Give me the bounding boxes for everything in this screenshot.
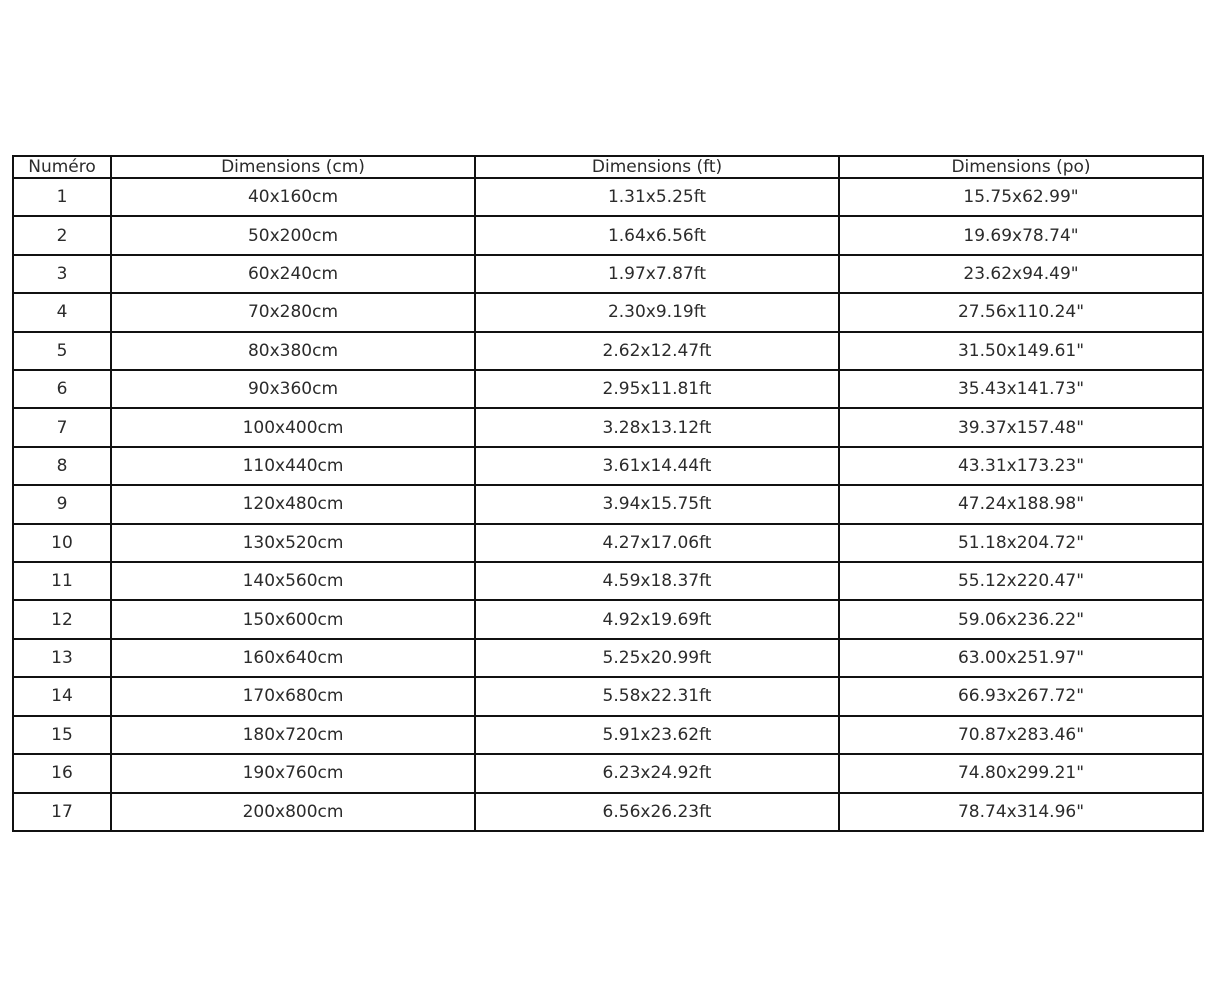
cell-ft: 2.30x9.19ft bbox=[475, 293, 839, 331]
cell-cm: 120x480cm bbox=[111, 485, 475, 523]
table-row bbox=[13, 639, 1203, 677]
cell-po: 15.75x62.99" bbox=[839, 178, 1203, 216]
cell-cm: 70x280cm bbox=[111, 293, 475, 331]
table-row bbox=[13, 447, 1203, 485]
cell-po: 39.37x157.48" bbox=[839, 408, 1203, 446]
cell-po: 27.56x110.24" bbox=[839, 293, 1203, 331]
cell-cm: 190x760cm bbox=[111, 754, 475, 792]
cell-numero: 17 bbox=[13, 793, 111, 832]
cell-ft: 3.94x15.75ft bbox=[475, 485, 839, 523]
cell-numero: 12 bbox=[13, 600, 111, 638]
cell-ft: 6.23x24.92ft bbox=[475, 754, 839, 792]
table-row bbox=[13, 562, 1203, 600]
table-row bbox=[13, 600, 1203, 638]
cell-numero: 3 bbox=[13, 255, 111, 293]
cell-po: 74.80x299.21" bbox=[839, 754, 1203, 792]
cell-cm: 170x680cm bbox=[111, 677, 475, 715]
cell-po: 66.93x267.72" bbox=[839, 677, 1203, 715]
table-row bbox=[13, 677, 1203, 715]
cell-numero: 6 bbox=[13, 370, 111, 408]
cell-cm: 150x600cm bbox=[111, 600, 475, 638]
cell-po: 43.31x173.23" bbox=[839, 447, 1203, 485]
cell-po: 47.24x188.98" bbox=[839, 485, 1203, 523]
cell-ft: 6.56x26.23ft bbox=[475, 793, 839, 832]
cell-ft: 3.61x14.44ft bbox=[475, 447, 839, 485]
table-row bbox=[13, 793, 1203, 832]
cell-cm: 160x640cm bbox=[111, 639, 475, 677]
cell-ft: 1.64x6.56ft bbox=[475, 216, 839, 254]
cell-numero: 1 bbox=[13, 178, 111, 216]
cell-po: 23.62x94.49" bbox=[839, 255, 1203, 293]
cell-ft: 2.62x12.47ft bbox=[475, 332, 839, 370]
table-row bbox=[13, 255, 1203, 293]
table-row bbox=[13, 408, 1203, 446]
dimensions-conversion-table bbox=[12, 155, 1204, 832]
header-numero: Numéro bbox=[13, 156, 111, 178]
cell-numero: 10 bbox=[13, 524, 111, 562]
table-row bbox=[13, 178, 1203, 216]
cell-po: 35.43x141.73" bbox=[839, 370, 1203, 408]
cell-ft: 1.31x5.25ft bbox=[475, 178, 839, 216]
cell-cm: 50x200cm bbox=[111, 216, 475, 254]
cell-po: 78.74x314.96" bbox=[839, 793, 1203, 832]
table-row bbox=[13, 716, 1203, 754]
cell-numero: 5 bbox=[13, 332, 111, 370]
cell-cm: 180x720cm bbox=[111, 716, 475, 754]
cell-numero: 7 bbox=[13, 408, 111, 446]
cell-ft: 4.59x18.37ft bbox=[475, 562, 839, 600]
cell-cm: 200x800cm bbox=[111, 793, 475, 832]
header-dimensions-ft: Dimensions (ft) bbox=[475, 156, 839, 178]
dimensions-table-container bbox=[12, 155, 1204, 832]
cell-ft: 1.97x7.87ft bbox=[475, 255, 839, 293]
cell-numero: 8 bbox=[13, 447, 111, 485]
cell-po: 70.87x283.46" bbox=[839, 716, 1203, 754]
cell-cm: 110x440cm bbox=[111, 447, 475, 485]
cell-numero: 16 bbox=[13, 754, 111, 792]
cell-numero: 14 bbox=[13, 677, 111, 715]
cell-ft: 3.28x13.12ft bbox=[475, 408, 839, 446]
header-dimensions-cm: Dimensions (cm) bbox=[111, 156, 475, 178]
table-row bbox=[13, 370, 1203, 408]
cell-po: 63.00x251.97" bbox=[839, 639, 1203, 677]
table-row bbox=[13, 293, 1203, 331]
cell-ft: 5.25x20.99ft bbox=[475, 639, 839, 677]
cell-po: 19.69x78.74" bbox=[839, 216, 1203, 254]
cell-ft: 5.91x23.62ft bbox=[475, 716, 839, 754]
cell-ft: 4.27x17.06ft bbox=[475, 524, 839, 562]
cell-cm: 140x560cm bbox=[111, 562, 475, 600]
cell-cm: 100x400cm bbox=[111, 408, 475, 446]
cell-ft: 2.95x11.81ft bbox=[475, 370, 839, 408]
cell-numero: 13 bbox=[13, 639, 111, 677]
table-header-row bbox=[13, 156, 1203, 178]
cell-cm: 40x160cm bbox=[111, 178, 475, 216]
header-dimensions-po: Dimensions (po) bbox=[839, 156, 1203, 178]
cell-po: 59.06x236.22" bbox=[839, 600, 1203, 638]
table-row bbox=[13, 485, 1203, 523]
cell-po: 51.18x204.72" bbox=[839, 524, 1203, 562]
cell-cm: 60x240cm bbox=[111, 255, 475, 293]
cell-numero: 11 bbox=[13, 562, 111, 600]
cell-numero: 2 bbox=[13, 216, 111, 254]
table-row bbox=[13, 216, 1203, 254]
cell-ft: 4.92x19.69ft bbox=[475, 600, 839, 638]
cell-cm: 90x360cm bbox=[111, 370, 475, 408]
cell-ft: 5.58x22.31ft bbox=[475, 677, 839, 715]
table-row bbox=[13, 754, 1203, 792]
table-row bbox=[13, 332, 1203, 370]
table-row bbox=[13, 524, 1203, 562]
cell-numero: 4 bbox=[13, 293, 111, 331]
cell-cm: 80x380cm bbox=[111, 332, 475, 370]
cell-po: 31.50x149.61" bbox=[839, 332, 1203, 370]
cell-numero: 15 bbox=[13, 716, 111, 754]
cell-po: 55.12x220.47" bbox=[839, 562, 1203, 600]
cell-numero: 9 bbox=[13, 485, 111, 523]
cell-cm: 130x520cm bbox=[111, 524, 475, 562]
